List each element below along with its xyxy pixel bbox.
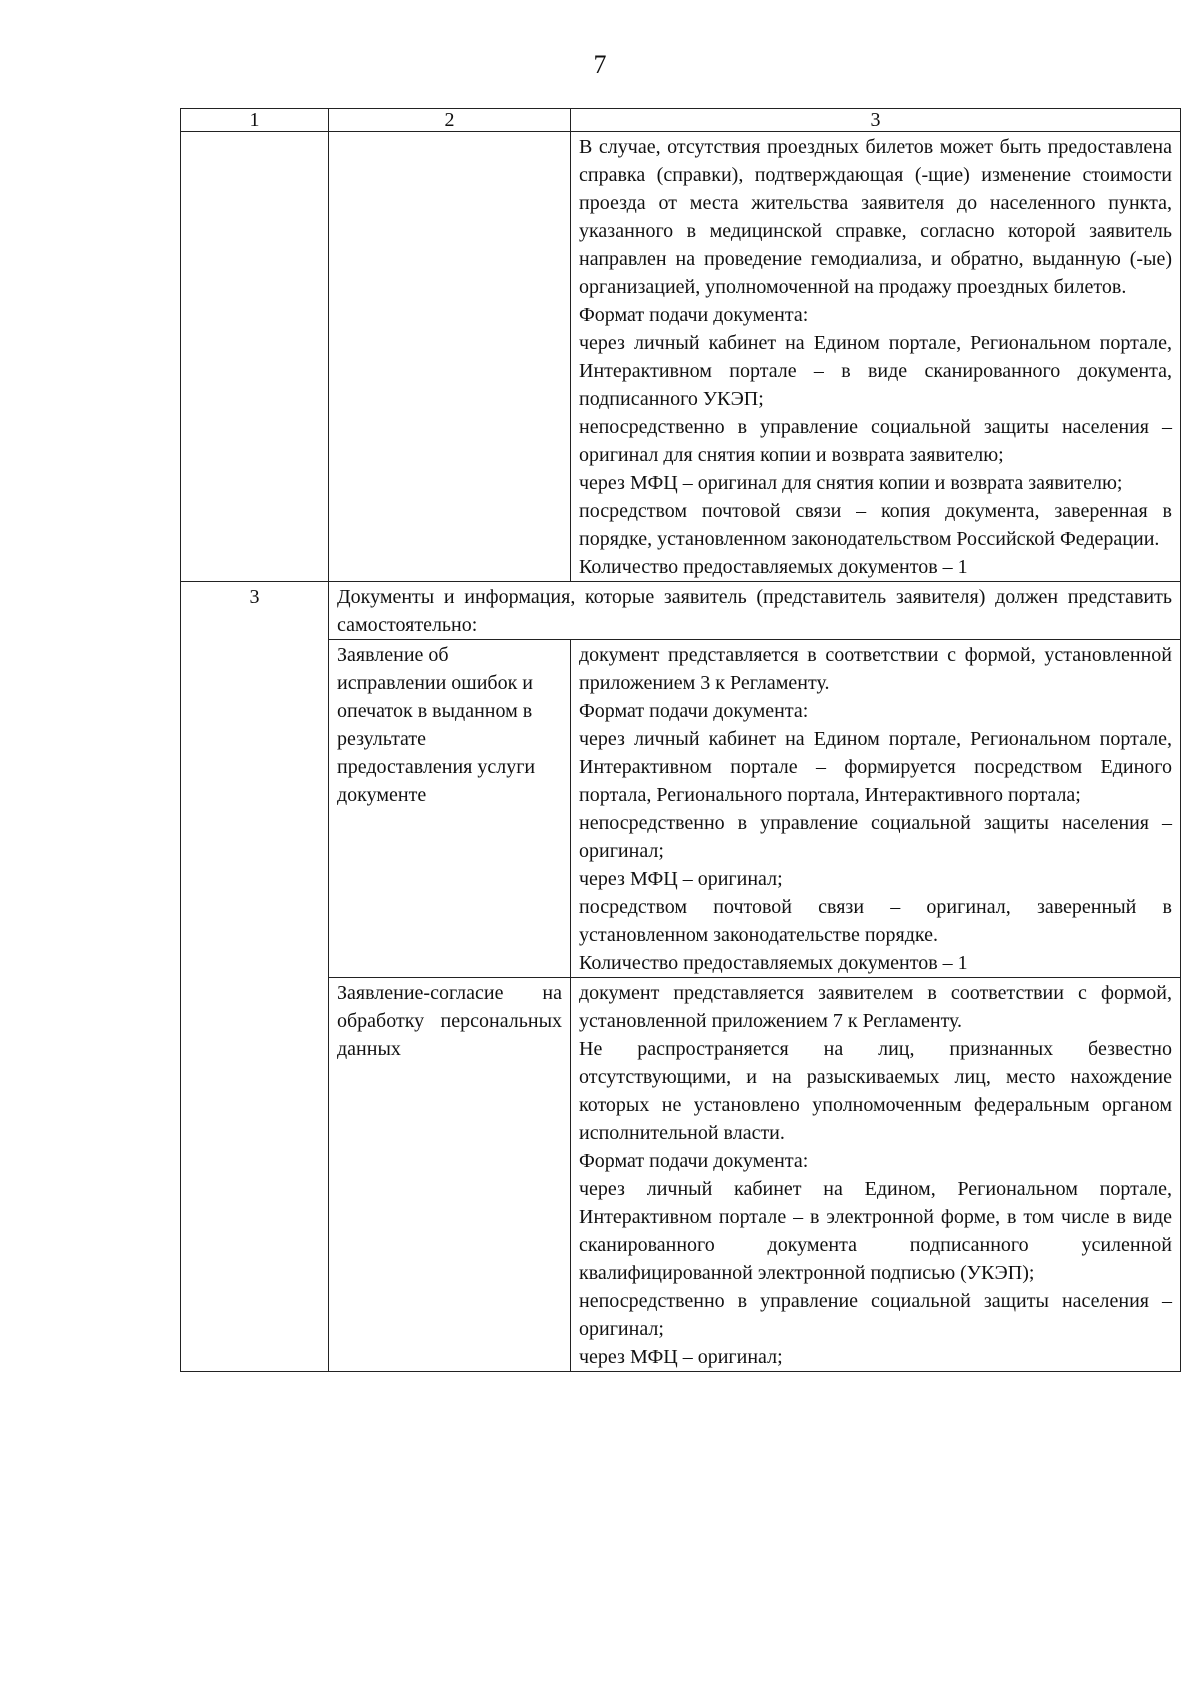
paragraph: через МФЦ – оригинал для снятия копии и возврата заявителю; — [579, 472, 1123, 494]
paragraph: Формат подачи документа: — [579, 1150, 809, 1172]
table-header-row — [181, 109, 1181, 132]
paragraph: Не распространяется на лиц, признанных безвестно отсутствующими, и на разыскиваемых лиц, место нахождение которых не установлено уполномоченным федеральным органом исполнительной власти. — [579, 1038, 1172, 1144]
paragraph: непосредственно в управление социальной защиты населения – оригинал для снятия копии и возврата заявителю; — [579, 416, 1172, 466]
paragraph: через МФЦ – оригинал; — [579, 868, 783, 890]
paragraph: через личный кабинет на Едином портале, Региональном портале, Интерактивном портале – в виде сканированного документа, подписанного УКЭП; — [579, 332, 1172, 410]
section-heading: Документы и информация, которые заявитель (представитель заявителя) должен представить самостоятельно: — [329, 582, 1181, 640]
table-row — [181, 978, 1181, 1372]
paragraph: Формат подачи документа: — [579, 700, 809, 722]
paragraph: документ представляется заявителем в соответствии с формой, установленной приложением 7 к Регламенту. — [579, 982, 1172, 1032]
paragraph: через личный кабинет на Едином портале, Региональном портале, Интерактивном портале – формируется посредством Единого портала, Регионального портала, Интерактивного портала; — [579, 728, 1172, 806]
cell-empty — [181, 132, 329, 582]
header-col-3: 3 — [571, 109, 1181, 132]
cell-description — [571, 978, 1181, 1372]
paragraph: через личный кабинет на Едином, Региональном портале, Интерактивном портале – в электронной форме, в том числе в виде сканированного документа подписанного усиленной квалифицированной электронной подписью (УКЭП); — [579, 1178, 1172, 1284]
document-table — [180, 108, 1181, 1372]
table-row — [181, 640, 1181, 978]
document-name: Заявление об исправлении ошибок и опечаток в выданном в результате предоставления услуги документе — [329, 640, 571, 978]
paragraph: Количество предоставляемых документов – 1 — [579, 556, 968, 578]
paragraph: непосредственно в управление социальной защиты населения – оригинал; — [579, 1290, 1172, 1340]
cell-description — [571, 132, 1181, 582]
page-number: 7 — [593, 50, 607, 79]
paragraph: через МФЦ – оригинал; — [579, 1346, 783, 1368]
paragraph: Формат подачи документа: — [579, 304, 809, 326]
cell-description — [571, 640, 1181, 978]
paragraph: непосредственно в управление социальной защиты населения – оригинал; — [579, 812, 1172, 862]
section-number: 3 — [181, 582, 329, 1372]
paragraph: В случае, отсутствия проездных билетов может быть предоставлена справка (справки), подтверждающая (-щие) изменение стоимости проезда от места жительства заявителя до населенного пункта, указанного в медицинской справке, согласно которой заявитель направлен на проведение гемодиализа, и обратно, выданную (-ые) организацией, уполномоченной на продажу проездных билетов. — [579, 136, 1172, 298]
paragraph: посредством почтовой связи – оригинал, заверенный в установленном законодательстве порядке. — [579, 896, 1172, 946]
document-name: Заявление-согласие на обработку персональных данных — [329, 978, 571, 1372]
paragraph: посредством почтовой связи – копия документа, заверенная в порядке, установленном законодательством Российской Федерации. — [579, 500, 1172, 550]
table-row-continuation — [181, 132, 1181, 582]
table-row-section-3 — [181, 582, 1181, 640]
cell-empty — [329, 132, 571, 582]
paragraph: Количество предоставляемых документов – 1 — [579, 952, 968, 974]
paragraph: документ представляется в соответствии с формой, установленной приложением 3 к Регламенту. — [579, 644, 1172, 694]
header-col-1: 1 — [181, 109, 329, 132]
header-col-2: 2 — [329, 109, 571, 132]
